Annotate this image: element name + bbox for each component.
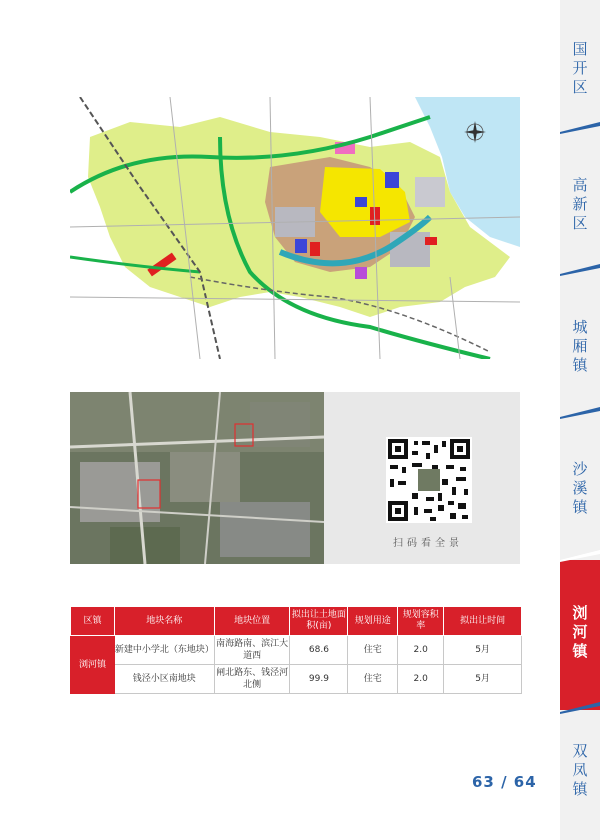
header-time: 拟出让时间 bbox=[444, 607, 522, 636]
cell-use: 住宅 bbox=[348, 636, 398, 665]
header-use: 规划用途 bbox=[348, 607, 398, 636]
cell-location: 南海路南、滨江大道西 bbox=[214, 636, 290, 665]
aerial-photo bbox=[70, 392, 324, 564]
cell-far: 2.0 bbox=[398, 665, 444, 694]
side-nav bbox=[560, 0, 600, 840]
nav-item-chengxiangzhen[interactable] bbox=[560, 318, 600, 375]
nav-item-gaoxinqu[interactable] bbox=[560, 176, 600, 233]
cell-name: 新建中小学北（东地块） bbox=[114, 636, 214, 665]
nav-divider bbox=[560, 700, 600, 714]
planning-map bbox=[70, 97, 520, 359]
cell-time: 5月 bbox=[444, 636, 522, 665]
header-far: 规划容积率 bbox=[398, 607, 444, 636]
land-table bbox=[70, 606, 522, 694]
nav-divider bbox=[560, 548, 600, 562]
town-cell: 浏河镇 bbox=[71, 636, 115, 694]
header-area: 拟出让土地面积(亩) bbox=[290, 607, 348, 636]
cell-use: 住宅 bbox=[348, 665, 398, 694]
nav-divider bbox=[560, 405, 600, 419]
nav-divider bbox=[560, 120, 600, 134]
nav-label: 国 开 区 bbox=[572, 40, 588, 96]
nav-label: 高 新 区 bbox=[572, 176, 588, 232]
nav-item-liuhezhen[interactable] bbox=[560, 604, 600, 661]
cell-location: 闸北路东、钱泾河北侧 bbox=[214, 665, 290, 694]
cell-area: 68.6 bbox=[290, 636, 348, 665]
header-name: 地块名称 bbox=[114, 607, 214, 636]
nav-label: 双 凤 镇 bbox=[572, 742, 588, 798]
table-header-row bbox=[71, 607, 522, 636]
nav-divider bbox=[560, 262, 600, 276]
nav-label: 浏 河 镇 bbox=[572, 604, 588, 660]
nav-item-shuangfengzhen[interactable] bbox=[560, 742, 600, 799]
cell-time: 5月 bbox=[444, 665, 522, 694]
table-row bbox=[71, 665, 522, 694]
nav-item-shaxizhen[interactable] bbox=[560, 460, 600, 517]
table-row bbox=[71, 636, 522, 665]
nav-label: 沙 溪 镇 bbox=[572, 460, 588, 516]
page-number: 63 / 64 bbox=[472, 773, 537, 791]
nav-label: 城 厢 镇 bbox=[572, 318, 588, 374]
cell-far: 2.0 bbox=[398, 636, 444, 665]
header-location: 地块位置 bbox=[214, 607, 290, 636]
cell-name: 钱泾小区南地块 bbox=[114, 665, 214, 694]
header-town: 区镇 bbox=[71, 607, 115, 636]
scan-label: 扫码看全景 bbox=[393, 538, 463, 549]
qr-code[interactable] bbox=[386, 437, 472, 523]
cell-area: 99.9 bbox=[290, 665, 348, 694]
nav-item-guokaiqu[interactable] bbox=[560, 40, 600, 97]
